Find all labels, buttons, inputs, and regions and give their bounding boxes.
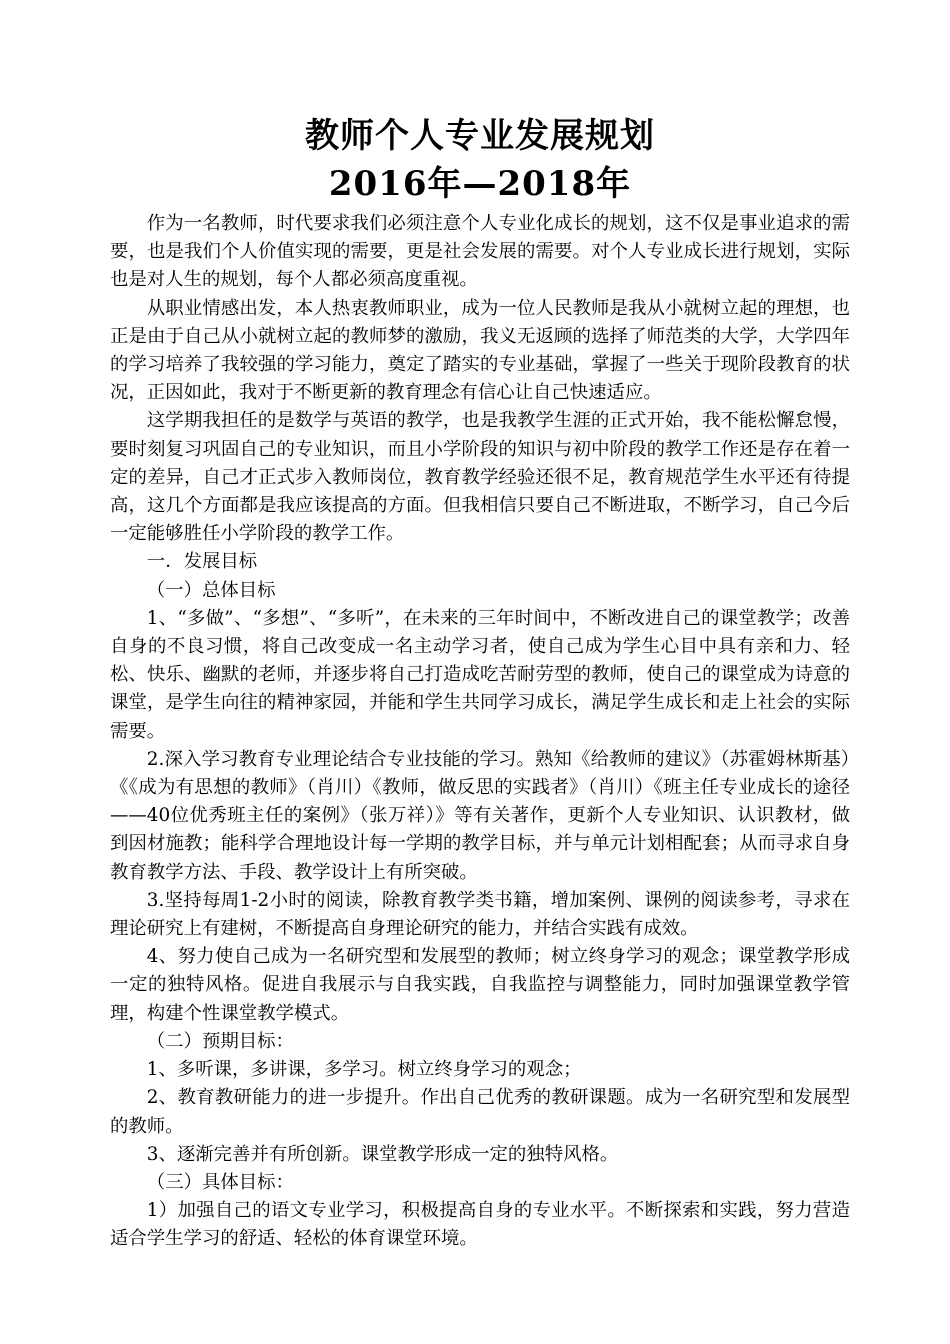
document-body — [110, 210, 850, 1254]
expected-item-1: 1、多听课，多讲课，多学习。树立终身学习的观念； — [146, 1059, 582, 1081]
subsection-heading-expected: （二）预期目标： — [146, 1030, 294, 1052]
goal-item-2: 2.深入学习教育专业理论结合专业技能的学习。熟知《给教师的建议》（苏霍姆林斯基）《《成为有思想的教师》（肖川）《教师，做反思的实践者》（肖川）《班主任专业成长的途径——40位优秀班主任的案例》（张万祥）》等有关著作，更新个人专业知识、认识教材，做到因材施教；能科学合理地设计每一学期的教学目标，并与单元计划相配套；从而寻求自身教育教学方法、手段、教学设计上有所突破。 — [110, 748, 850, 883]
paragraph-current-role: 这学期我担任的是数学与英语的教学，也是我教学生涯的正式开始，我不能松懈怠慢，要时刻复习巩固自己的专业知识，而且小学阶段的知识与初中阶段的教学工作还是存在着一定的差异，自己才正式步入教师岗位，教育教学经验还很不足，教育规范学生水平还有待提高，这几个方面都是我应该提高的方面。但我相信只要自己不断进取，不断学习，自己今后一定能够胜任小学阶段的教学工作。 — [110, 410, 850, 545]
specific-item-1: 1）加强自己的语文专业学习，积极提高自身的专业水平。不断探索和实践，努力营造适合学生学习的舒适、轻松的体育课堂环境。 — [110, 1200, 850, 1250]
expected-item-2: 2、教育教研能力的进一步提升。作出自己优秀的教研课题。成为一名研究型和发展型的教师。 — [110, 1087, 850, 1137]
goal-item-1: 1、“多做”、“多想”、“多听”，在未来的三年时间中，不断改进自己的课堂教学；改善自身的不良习惯，将自己改变成一名主动学习者，使自己成为学生心目中具有亲和力、轻松、快乐、幽默的老师，并逐步将自己打造成吃苦耐劳型的教师，使自己的课堂成为诗意的课堂，是学生向往的精神家园，并能和学生共同学习成长，满足学生成长和走上社会的实际需要。 — [110, 607, 850, 742]
document-title: 教师个人专业发展规划 — [305, 116, 655, 156]
document-subtitle: 2016年—2018年 — [328, 164, 632, 204]
section-heading-goals: 一．发展目标 — [146, 551, 258, 573]
goal-item-4: 4、努力使自己成为一名研究型和发展型的教师；树立终身学习的观念；课堂教学形成一定的独特风格。促进自我展示与自我实践，自我监控与调整能力，同时加强课堂教学管理，构建个性课堂教学模式。 — [110, 946, 850, 1024]
document-page — [110, 112, 850, 1254]
goal-item-3: 3.坚持每周1-2小时的阅读，除教育教学类书籍，增加案例、课例的阅读参考，寻求在理论研究上有建树，不断提高自身理论研究的能力，并结合实践有成效。 — [110, 889, 850, 940]
paragraph-motivation: 从职业情感出发，本人热衷教师职业，成为一位人民教师是我从小就树立起的理想，也正是由于自己从小就树立起的教师梦的激励，我义无返顾的选择了师范类的大学，大学四年的学习培养了我较强的学习能力，奠定了踏实的专业基础，掌握了一些关于现阶段教育的状况，正因如此，我对于不断更新的教育理念有信心让自己快速适应。 — [110, 297, 850, 404]
subsection-heading-specific: （三）具体目标： — [146, 1171, 294, 1193]
expected-item-3: 3、逐渐完善并有所创新。课堂教学形成一定的独特风格。 — [146, 1143, 619, 1165]
paragraph-intro: 作为一名教师，时代要求我们必须注意个人专业化成长的规划，这不仅是事业追求的需要，也是我们个人价值实现的需要，更是社会发展的需要。对个人专业成长进行规划，实际也是对人生的规划，每个人都必须高度重视。 — [110, 213, 850, 291]
subsection-heading-overall: （一）总体目标 — [146, 579, 276, 601]
